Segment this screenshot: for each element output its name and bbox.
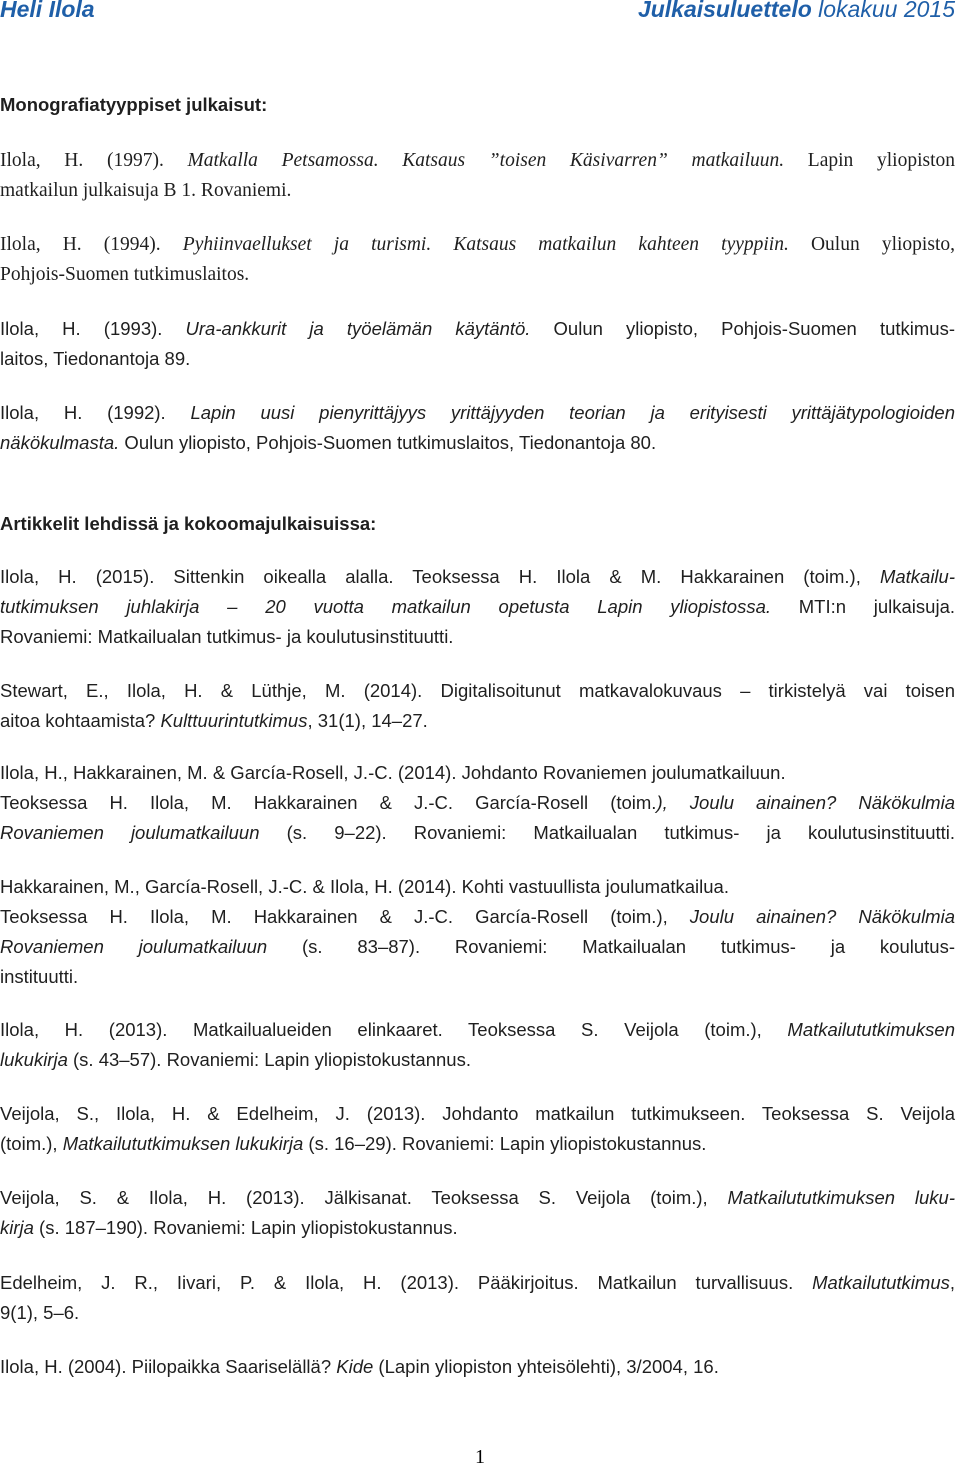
section-heading-monographs: Monografiatyyppiset julkaisut: [0,94,268,115]
author-name: Heli Ilola [0,0,95,22]
entry-line: Teoksessa H. Ilola, M. Hakkarainen & J.-C. García-Rosell (toim.), Joulu ainainen? Näkökulmia [0,906,955,927]
entry-line: Ilola, H. (1994). Pyhiinvaellukset ja turismi. Katsaus matkailun kahteen tyyppiin. Oulun yliopisto, [0,234,955,255]
italic-title: Kide [336,1356,374,1377]
list-title: Julkaisuluettelo [637,0,812,22]
entry-line: instituutti. [0,966,79,987]
italic-title: Rovaniemen joulumatkailuun [0,822,260,843]
page-number: 1 [475,1446,485,1468]
italic-title: kirja [0,1217,34,1238]
publication-entry [0,314,955,374]
italic-title: Lapin uusi pienyrittäjyys yrittäjyyden teorian ja erityisesti yrittäjätypologioiden [190,402,955,423]
italic-title: Matkalla Petsamossa. Katsaus ”toisen Käsivarren” matkailuun. [187,150,785,171]
italic-title: tutkimuksen juhlakirja – 20 vuotta matkailun opetusta Lapin yliopistossa. [0,596,772,617]
entry-line: näkökulmasta. Oulun yliopisto, Pohjois-Suomen tutkimuslaitos, Tiedonantoja 80. [0,432,657,453]
publication-entry [0,1268,955,1328]
entry-line: Ilola, H. (1992). Lapin uusi pienyrittäjyys yrittäjyyden teorian ja erityisesti yrittäjätypologioiden [0,402,955,423]
entry-line: kirja (s. 187–190). Rovaniemi: Lapin yliopistokustannus. [0,1217,458,1238]
entry-line: Teoksessa H. Ilola, M. Hakkarainen & J.-C. García-Rosell (toim.), Joulu ainainen? Näkökulmia [0,792,955,813]
italic-title: Matkailututkimuksen [787,1019,955,1040]
publication-entry [0,146,955,206]
entry-line: Rovaniemi: Matkailualan tutkimus- ja koulutusinstituutti. [0,626,454,647]
entry-line: Ilola, H., Hakkarainen, M. & García-Rosell, J.-C. (2014). Johdanto Rovaniemen joulumatkailuun. [0,762,786,783]
entry-line: Hakkarainen, M., García-Rosell, J.-C. & Ilola, H. (2014). Kohti vastuullista joulumatkailua. [0,876,729,897]
publication-entry [0,1352,955,1382]
italic-title: Kulttuurintutkimus [160,710,308,731]
italic-title: ), Joulu ainainen? Näkökulmia [656,792,955,813]
entry-line: Veijola, S., Ilola, H. & Edelheim, J. (2013). Johdanto matkailun tutkimukseen. Teoksessa S. Veijola [0,1103,955,1124]
publication-entry [0,1183,955,1243]
entry-line: (toim.), Matkailututkimuksen lukukirja (s. 16–29). Rovaniemi: Lapin yliopistokustannus. [0,1133,707,1154]
entry-line: Rovaniemen joulumatkailuun (s. 83–87). Rovaniemi: Matkailualan tutkimus- ja koulutus- [0,936,955,957]
entry-line: Ilola, H. (2013). Matkailualueiden elinkaaret. Teoksessa S. Veijola (toim.), Matkailututkimuksen [0,1019,955,1040]
italic-title: Rovaniemen joulumatkailuun [0,936,268,957]
italic-title: Ura-ankkurit ja työelämän käytäntö. [185,318,531,339]
entry-line: Rovaniemen joulumatkailuun (s. 9–22). Rovaniemi: Matkailualan tutkimus- ja koulutusinstituutti. [0,822,956,843]
italic-title: lukukirja [0,1049,68,1070]
italic-title: Matkailututkimuksen lukukirja [62,1133,304,1154]
entry-line: 9(1), 5–6. [0,1302,80,1323]
entry-line: aitoa kohtaamista? Kulttuurintutkimus, 31(1), 14–27. [0,710,428,731]
italic-title: näkökulmasta. [0,432,120,453]
entry-line: Ilola, H. (2015). Sittenkin oikealla alalla. Teoksessa H. Ilola & M. Hakkarainen (toim.), Matkailu- [0,566,955,587]
entry-line: Ilola, H. (2004). Piilopaikka Saariselällä? Kide (Lapin yliopiston yhteisölehti), 3/2004, 16. [0,1356,719,1377]
publication-entry [0,872,955,992]
entry-line: Edelheim, J. R., Iivari, P. & Ilola, H. (2013). Pääkirjoitus. Matkailun turvallisuus. Matkailututkimus, [0,1272,955,1293]
page-header [0,0,960,30]
header-title [638,0,955,23]
publication-entry [0,398,955,458]
entry-line: Pohjois-Suomen tutkimuslaitos. [0,264,250,285]
italic-title: Matkailututkimus [812,1272,950,1293]
list-date: lokakuu 2015 [818,0,955,22]
publication-entry [0,562,955,652]
publication-entry [0,1015,955,1075]
publication-entry [0,1099,955,1159]
entry-line: lukukirja (s. 43–57). Rovaniemi: Lapin yliopistokustannus. [0,1049,471,1070]
italic-title: Matkailututkimuksen luku- [727,1187,955,1208]
italic-title: Joulu ainainen? Näkökulmia [689,906,955,927]
publication-entry [0,758,955,848]
entry-line: Stewart, E., Ilola, H. & Lüthje, M. (2014). Digitalisoitunut matkavalokuvaus – tirkistelyä vai toisen [0,680,955,701]
entry-line: Veijola, S. & Ilola, H. (2013). Jälkisanat. Teoksessa S. Veijola (toim.), Matkailututkimuksen luku- [0,1187,955,1208]
section-heading-articles: Artikkelit lehdissä ja kokoomajulkaisuissa: [0,513,377,534]
entry-line: tutkimuksen juhlakirja – 20 vuotta matkailun opetusta Lapin yliopistossa. MTI:n julkaisuja. [0,596,955,617]
entry-line: Ilola, H. (1997). Matkalla Petsamossa. Katsaus ”toisen Käsivarren” matkailuun. Lapin yliopiston [0,150,955,171]
italic-title: Pyhiinvaellukset ja turismi. Katsaus matkailun kahteen tyyppiin. [182,234,789,255]
entry-line: matkailun julkaisuja B 1. Rovaniemi. [0,180,292,201]
italic-title: Matkailu- [879,566,955,587]
publication-entry [0,230,955,290]
entry-line: Ilola, H. (1993). Ura-ankkurit ja työelämän käytäntö. Oulun yliopisto, Pohjois-Suomen tutkimus- [0,318,955,339]
publication-entry [0,676,955,736]
entry-line: laitos, Tiedonantoja 89. [0,348,191,369]
